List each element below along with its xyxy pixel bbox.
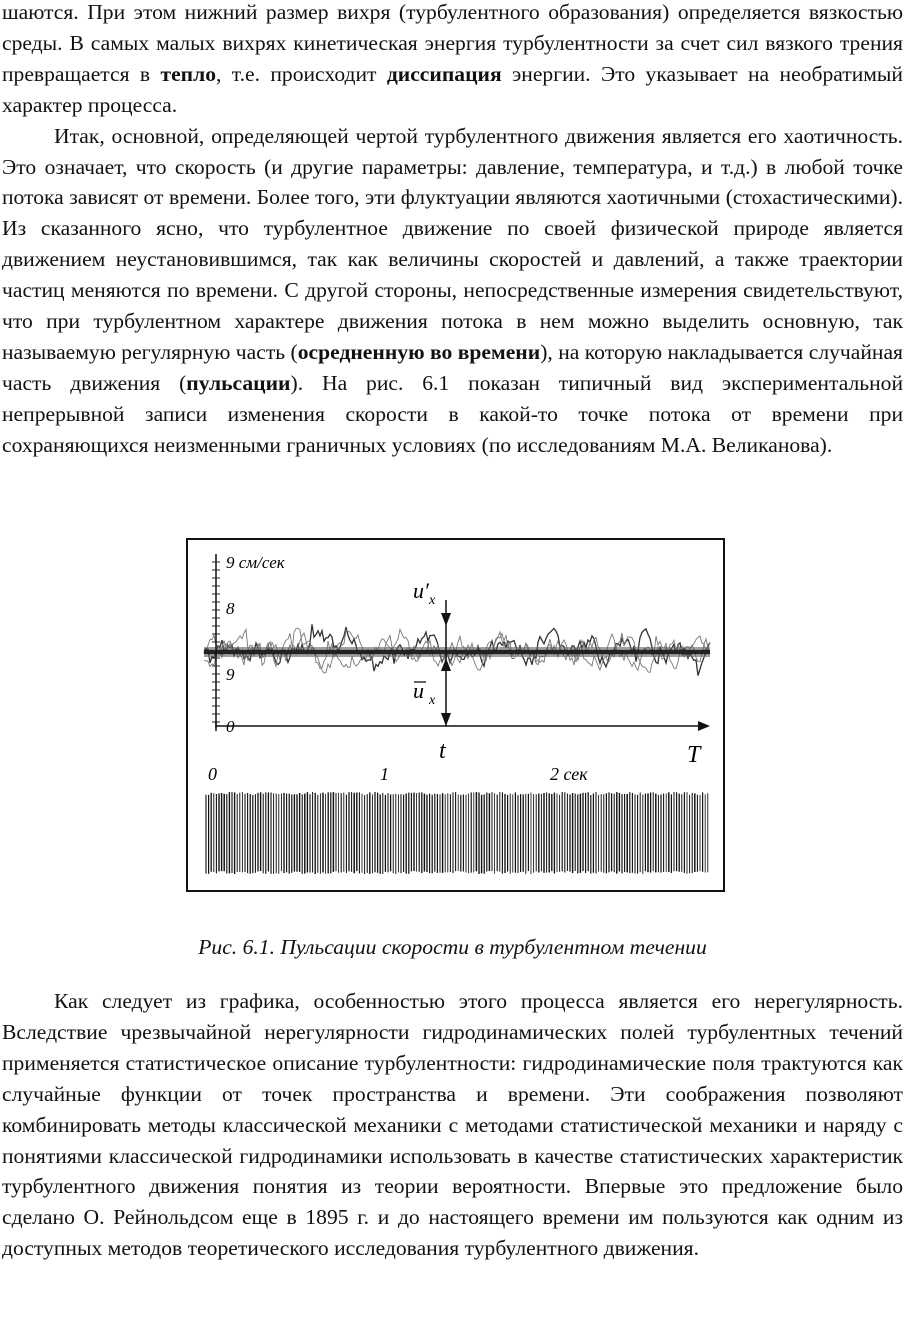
u-prime-arrowhead (441, 613, 451, 626)
u-bar-label: u (413, 678, 424, 703)
p2-text-c: ), на которую накладывается случайная часть движения ( (2, 339, 903, 395)
paragraph-3: Как следует из графика, особенностью этого процесса является его нерегулярность. Вследствие чрезвычайной нерегулярности гидродинамических полей турбулентных течений применяется статистическое описание турбулентности: гидродинамические поля трактуются как случайные функции от точек пространства и времени. Эти соображения позволяют комбинировать методы классической механики с методами статистической механики и наряду с понятиями классической гидродинамики использовать в качестве статистических характеристик турбулентного движения понятия из теории вероятности. Впервые это предложение было сделано О. Рейнольдсом еще в 1895 г. и до настоящего времени им пользуются как одним из доступных методов теоретического исследования турбулентного движения. (2, 989, 903, 1261)
velocity-record-plot (188, 540, 723, 890)
u-bar-arrowhead-down (441, 713, 451, 726)
u-bar-subscript: x (429, 693, 436, 708)
u-prime-subscript: x (429, 593, 436, 608)
figure-caption: Рис. 6.1. Пульсации скорости в турбулентном течении (198, 935, 707, 959)
p2-bold-averaged: осредненную во времени (297, 339, 541, 364)
p1-text-c: , т.е. происходит (216, 61, 387, 86)
time-scale-0: 0 (208, 764, 217, 784)
p2-text-d: ). На рис. 6.1 показан типичный вид экспериментальной непрерывной записи изменения скорости в какой-то точке потока от времени при сохраняющихся неизменными граничных условиях (по исследованиям М.А. Великанова). (2, 370, 903, 457)
p1-bold-dissipation: диссипация (386, 61, 502, 86)
period-label-T: T (687, 742, 701, 768)
p2-text-a: Итак, основной, определяющей чертой турбулентного движения является его хаотичность. Это означает, что скорость (и другие параметры: давление, температура, и т.д.) в любой точке потока зависят от времени. Более того, эти флуктуации являются хаотичными (стохастическими). Из сказанного ясно, что турбулентное движение по своей физической природе является движением неустановившимся, так как величины скоростей и давлений, а также траектории частиц меняются по времени. С другой стороны, непосредственные измерения свидетельствуют, что при турбулентном характере движения потока в нем можно выделить основную, так называемую регулярную часть ( (2, 123, 903, 364)
u-prime-label: u′ (413, 578, 429, 603)
y-axis-ticks (212, 562, 220, 722)
text-bottom (2, 986, 903, 1264)
time-scale-2: 2 сек (550, 764, 588, 784)
tick-label-0: 0 (226, 717, 235, 736)
tick-label-9: 9 (226, 665, 235, 684)
time-scale-1: 1 (380, 764, 389, 784)
time-label-t: t (439, 738, 446, 764)
paragraph-2 (2, 121, 903, 461)
p1-bold-teplo: тепло (160, 61, 217, 86)
p1-text-d: энергии. Это указывает на необратимый характер процесса. (2, 61, 903, 117)
p2-bold-pulsations: пульсации (186, 370, 291, 395)
paragraph-1 (2, 0, 903, 121)
tick-label-8: 8 (226, 599, 235, 618)
p1-text-a: шаются. При этом нижний размер вихря (турбулентного образования) определяется вязкостью среды. В самых малых вихрях кинетическая энергия турбулентности за счет сил вязкого трения превращается в (2, 0, 903, 86)
time-axis-arrowhead (698, 721, 710, 731)
text-top (2, 0, 903, 461)
figure-6-1 (186, 538, 725, 892)
velocity-unit-label: 9 см/сек (226, 553, 285, 572)
time-marker-strip (206, 792, 708, 874)
